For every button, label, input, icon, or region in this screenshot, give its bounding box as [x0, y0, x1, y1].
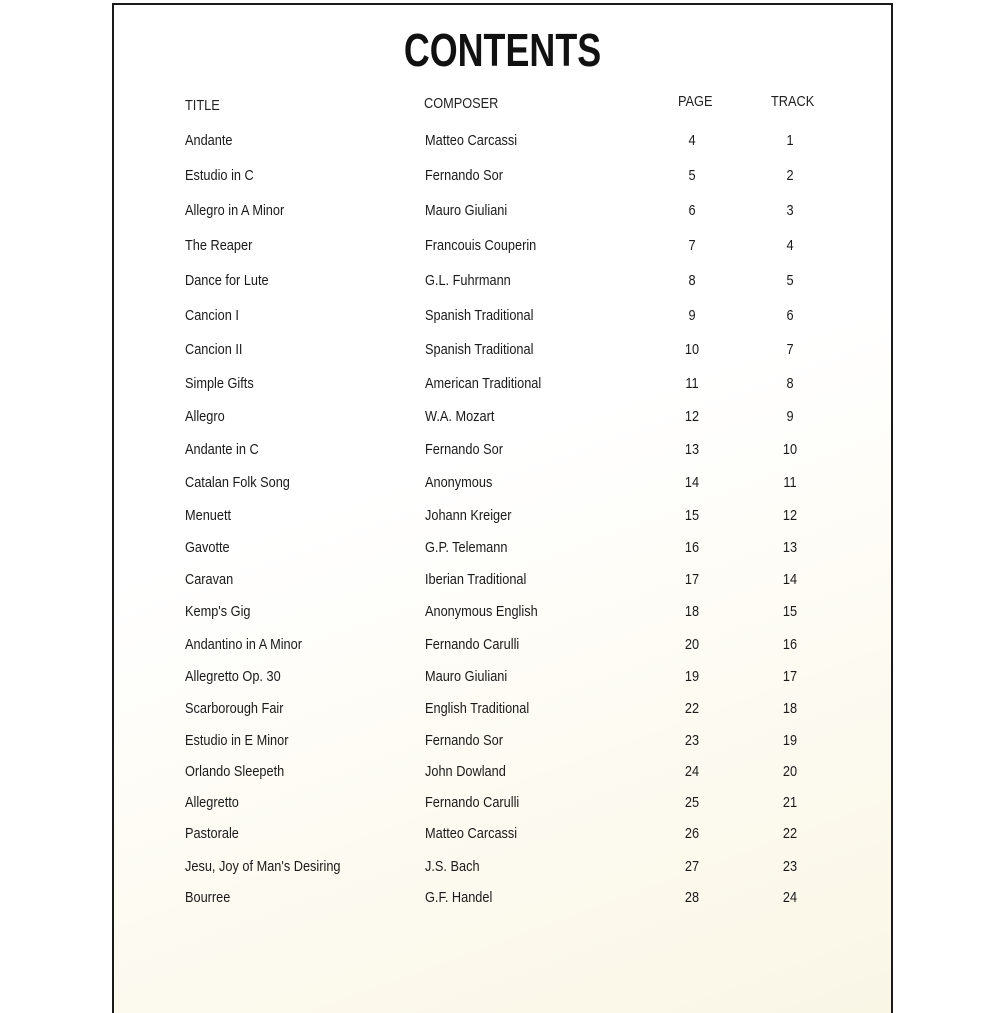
- entry-composer: G.L. Fuhrmann: [425, 272, 511, 289]
- entry-title: Cancion I: [185, 307, 239, 324]
- table-row: [114, 732, 891, 752]
- entry-page: 20: [684, 636, 700, 653]
- table-row: [114, 408, 891, 428]
- entry-page: 15: [684, 507, 700, 524]
- entry-track: 17: [782, 668, 798, 685]
- entry-page: 19: [684, 668, 700, 685]
- entry-composer: Anonymous English: [425, 603, 538, 620]
- entry-title: Catalan Folk Song: [185, 474, 290, 491]
- entry-page: 23: [684, 732, 700, 749]
- entry-track: 24: [782, 889, 798, 906]
- table-row: [114, 603, 891, 623]
- entry-title: The Reaper: [185, 237, 253, 254]
- column-header-composer: COMPOSER: [424, 95, 499, 112]
- entry-page: 7: [688, 237, 696, 254]
- entry-page: 28: [684, 889, 700, 906]
- entry-page: 12: [684, 408, 700, 425]
- table-row: [114, 507, 891, 527]
- entry-track: 18: [782, 700, 798, 717]
- entry-title: Orlando Sleepeth: [185, 763, 285, 780]
- entry-title: Pastorale: [185, 825, 239, 842]
- entry-title: Allegro in A Minor: [185, 202, 285, 219]
- column-header-track: TRACK: [771, 93, 815, 110]
- entry-composer: Anonymous: [425, 474, 493, 491]
- entry-track: 21: [782, 794, 798, 811]
- entry-composer: Matteo Carcassi: [425, 825, 518, 842]
- table-row: [114, 539, 891, 559]
- entry-page: 5: [688, 167, 696, 184]
- entry-page: 25: [684, 794, 700, 811]
- entry-page: 6: [688, 202, 696, 219]
- entry-composer: Fernando Carulli: [425, 636, 520, 653]
- entry-page: 26: [684, 825, 700, 842]
- table-row: [114, 794, 891, 814]
- entry-page: 22: [684, 700, 700, 717]
- entry-track: 22: [782, 825, 798, 842]
- entry-composer: Matteo Carcassi: [425, 132, 518, 149]
- table-row: [114, 825, 891, 845]
- entry-title: Bourree: [185, 889, 231, 906]
- entry-title: Allegro: [185, 408, 225, 425]
- entry-title: Gavotte: [185, 539, 230, 556]
- table-row: [114, 132, 891, 152]
- entry-page: 13: [684, 441, 700, 458]
- entry-page: 8: [688, 272, 696, 289]
- table-row: [114, 571, 891, 591]
- entry-page: 27: [684, 858, 700, 875]
- entry-composer: J.S. Bach: [425, 858, 480, 875]
- entry-page: 18: [684, 603, 700, 620]
- entry-page: 11: [685, 375, 699, 392]
- entry-title: Caravan: [185, 571, 234, 588]
- entry-composer: English Traditional: [425, 700, 530, 717]
- entry-title: Andante in C: [185, 441, 259, 458]
- entry-title: Andante: [185, 132, 233, 149]
- entry-page: 4: [688, 132, 696, 149]
- entry-composer: Spanish Traditional: [425, 341, 534, 358]
- entry-track: 16: [782, 636, 798, 653]
- entry-composer: W.A. Mozart: [425, 408, 495, 425]
- table-row: [114, 700, 891, 720]
- entry-track: 1: [786, 132, 794, 149]
- table-row: [114, 441, 891, 461]
- entry-title: Jesu, Joy of Man's Desiring: [185, 858, 341, 875]
- entry-title: Menuett: [185, 507, 232, 524]
- entry-track: 23: [782, 858, 798, 875]
- entry-title: Estudio in E Minor: [185, 732, 289, 749]
- entry-composer: Iberian Traditional: [425, 571, 527, 588]
- entry-composer: Johann Kreiger: [425, 507, 512, 524]
- entry-title: Allegretto Op. 30: [185, 668, 281, 685]
- entry-composer: G.P. Telemann: [425, 539, 508, 556]
- page-title: CONTENTS: [403, 24, 602, 76]
- entry-track: 14: [782, 571, 798, 588]
- entry-page: 9: [688, 307, 696, 324]
- entry-title: Scarborough Fair: [185, 700, 284, 717]
- table-row: [114, 202, 891, 222]
- entry-page: 10: [684, 341, 700, 358]
- entry-track: 5: [786, 272, 794, 289]
- entry-title: Kemp's Gig: [185, 603, 251, 620]
- table-row: [114, 167, 891, 187]
- table-row: [114, 237, 891, 257]
- entry-track: 10: [782, 441, 798, 458]
- table-row: [114, 375, 891, 395]
- contents-table: [114, 5, 891, 1013]
- entry-page: 24: [684, 763, 700, 780]
- entry-track: 3: [786, 202, 794, 219]
- entry-composer: Fernando Sor: [425, 167, 503, 184]
- entry-page: 16: [684, 539, 700, 556]
- table-row: [114, 763, 891, 783]
- entry-composer: Mauro Giuliani: [425, 668, 508, 685]
- entry-composer: Fernando Carulli: [425, 794, 520, 811]
- table-row: [114, 272, 891, 292]
- entry-track: 8: [786, 375, 794, 392]
- entry-composer: Fernando Sor: [425, 441, 503, 458]
- column-header-page: PAGE: [678, 93, 713, 110]
- entry-track: 9: [786, 408, 794, 425]
- entry-track: 4: [786, 237, 794, 254]
- table-row: [114, 889, 891, 909]
- entry-title: Andantino in A Minor: [185, 636, 302, 653]
- column-header-title: TITLE: [185, 97, 220, 114]
- entry-composer: Spanish Traditional: [425, 307, 534, 324]
- entry-track: 20: [782, 763, 798, 780]
- entry-track: 15: [782, 603, 798, 620]
- entry-title: Estudio in C: [185, 167, 254, 184]
- entry-page: 17: [684, 571, 700, 588]
- table-row: [114, 636, 891, 656]
- entry-page: 14: [684, 474, 700, 491]
- table-row: [114, 668, 891, 688]
- entry-track: 6: [786, 307, 794, 324]
- entry-composer: Francouis Couperin: [425, 237, 537, 254]
- entry-track: 12: [782, 507, 798, 524]
- entry-title: Dance for Lute: [185, 272, 269, 289]
- table-row: [114, 307, 891, 327]
- entry-title: Allegretto: [185, 794, 239, 811]
- entry-track: 2: [786, 167, 794, 184]
- entry-composer: John Dowland: [425, 763, 506, 780]
- entry-track: 19: [782, 732, 798, 749]
- table-row: [114, 474, 891, 494]
- entry-title: Simple Gifts: [185, 375, 254, 392]
- entry-composer: G.F. Handel: [425, 889, 493, 906]
- table-row: [114, 858, 891, 878]
- table-row: [114, 341, 891, 361]
- entry-composer: Fernando Sor: [425, 732, 503, 749]
- entry-composer: Mauro Giuliani: [425, 202, 508, 219]
- entry-track: 11: [783, 474, 797, 491]
- contents-page: [112, 3, 893, 1013]
- entry-track: 7: [786, 341, 794, 358]
- entry-track: 13: [782, 539, 798, 556]
- entry-composer: American Traditional: [425, 375, 542, 392]
- entry-title: Cancion II: [185, 341, 243, 358]
